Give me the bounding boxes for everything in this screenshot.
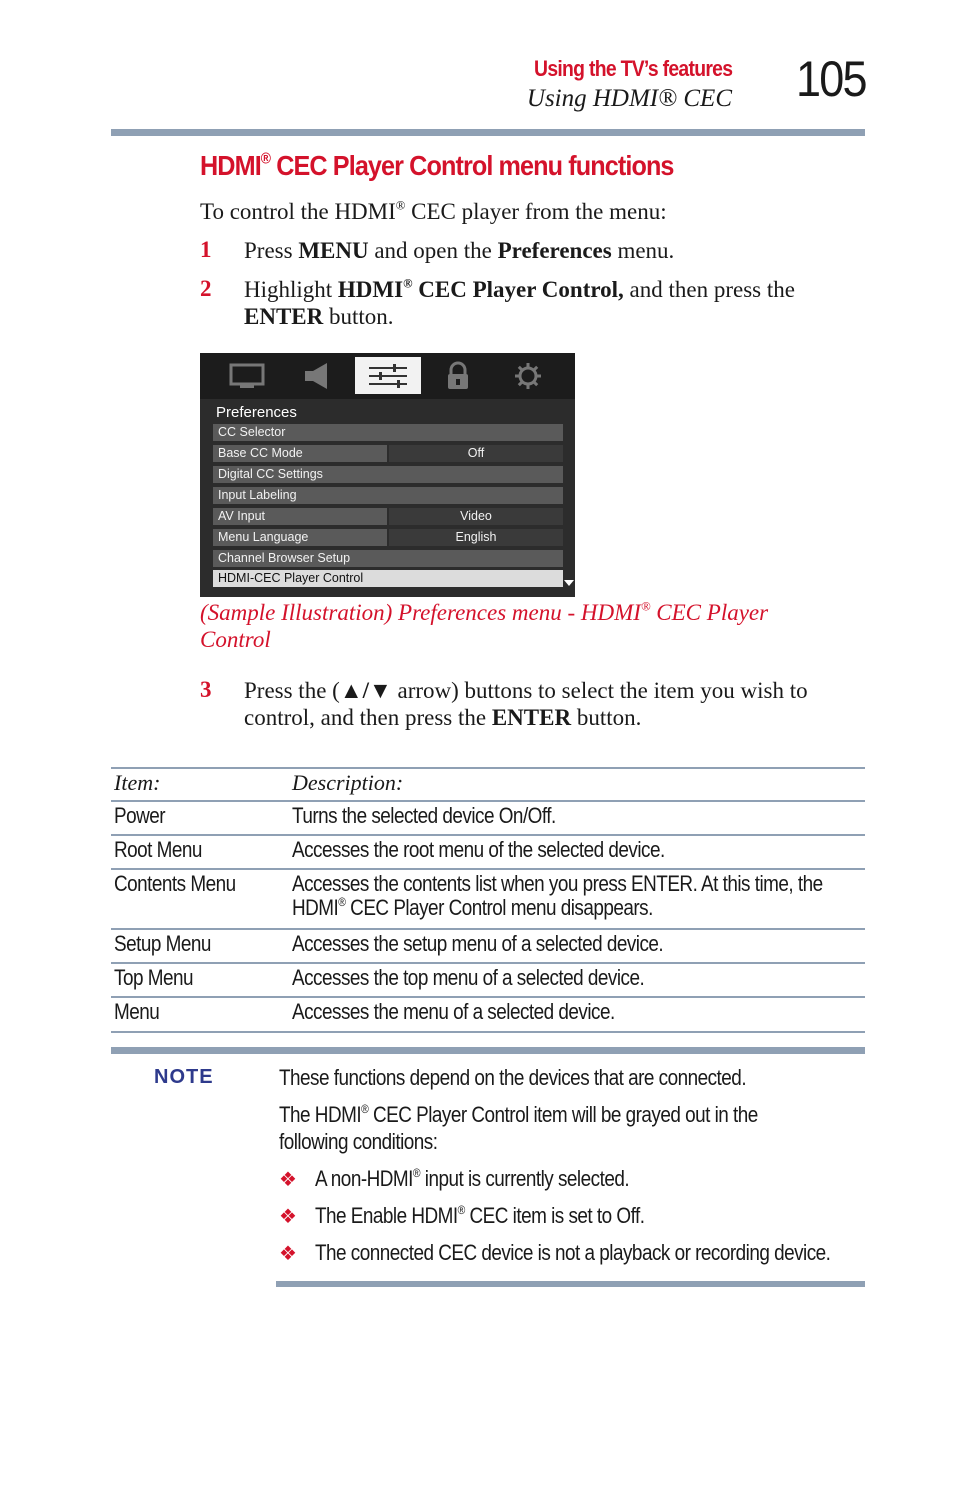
scroll-down-indicator-icon: [564, 580, 574, 586]
step-number: 2: [200, 276, 212, 301]
table-row: Root Menu Accesses the root menu of the selected device.: [111, 834, 865, 870]
speaker-icon: [284, 357, 350, 394]
table-row: Setup Menu Accesses the setup menu of a selected device.: [111, 928, 865, 964]
menu-title: Preferences: [216, 404, 297, 421]
table-row: Menu Accesses the menu of a selected device.: [111, 996, 865, 1033]
tv-screen-icon: [214, 357, 280, 394]
bullet-icon: ❖: [279, 1169, 297, 1191]
note-paragraph: The HDMI® CEC Player Control item will be grayed out in the following conditions:: [279, 1101, 758, 1154]
step-text: Press the (▲/▼ arrow) buttons to select the item you wish to control, and then press the ENTER button.: [244, 678, 808, 730]
lock-icon: [425, 357, 491, 394]
intro-paragraph: To control the HDMI® CEC player from the menu:: [200, 198, 667, 224]
step-text: Press MENU and open the Preferences menu.: [244, 238, 675, 263]
note-bullet-item: The Enable HDMI® CEC item is set to Off.: [315, 1202, 645, 1228]
step-number: 1: [200, 237, 212, 262]
table-row: Contents Menu Accesses the contents list when you press ENTER. At this time, the HDMI® CEC Player Control menu disappears.: [111, 868, 865, 930]
menu-item-value: English: [389, 529, 563, 546]
up-down-arrow-icon: ▲/▼: [339, 678, 392, 703]
menu-item-value: Video: [389, 508, 563, 525]
step-text: Highlight HDMI® CEC Player Control, and then press the ENTER button.: [244, 276, 795, 329]
bullet-icon: ❖: [279, 1206, 297, 1228]
note-bullet-item: The connected CEC device is not a playback or recording device.: [315, 1240, 831, 1265]
header-rule: [111, 129, 865, 136]
table-header-item: Item:: [114, 770, 161, 795]
menu-icon-bar: [200, 353, 575, 399]
step-number: 3: [200, 677, 212, 702]
table-row: Top Menu Accesses the top menu of a selected device.: [111, 962, 865, 998]
running-header-section: Using the TV’s features: [533, 56, 732, 81]
preferences-menu-illustration: Preferences CC Selector Base CC Mode Off Digital CC Settings Input Labeling AV Input Video Menu Language English Channel Browser Setup HDMI-CEC Player Control: [200, 353, 575, 597]
running-header-subsection: Using HDMI® CEC: [526, 85, 732, 112]
table-header-description: Description:: [292, 770, 404, 795]
table-header-row: [111, 767, 865, 802]
menu-item-value: Off: [389, 445, 563, 462]
note-top-rule: [111, 1047, 865, 1054]
table-row: Power Turns the selected device On/Off.: [111, 800, 865, 836]
note-paragraph: These functions depend on the devices that are connected.: [279, 1065, 747, 1090]
page-number: 105: [796, 51, 866, 107]
bullet-icon: ❖: [279, 1243, 297, 1265]
note-bullet-item: A non-HDMI® input is currently selected.: [315, 1165, 630, 1191]
figure-caption: (Sample Illustration) Preferences menu - HDMI® CEC Player Control: [200, 599, 769, 652]
gear-icon: [495, 357, 561, 394]
section-heading: HDMI® CEC Player Control menu functions: [200, 150, 674, 181]
preferences-sliders-icon: [355, 357, 421, 394]
note-bottom-rule: [276, 1281, 865, 1287]
note-label: NOTE: [154, 1066, 214, 1088]
table-bottom-rule: [111, 1031, 865, 1033]
